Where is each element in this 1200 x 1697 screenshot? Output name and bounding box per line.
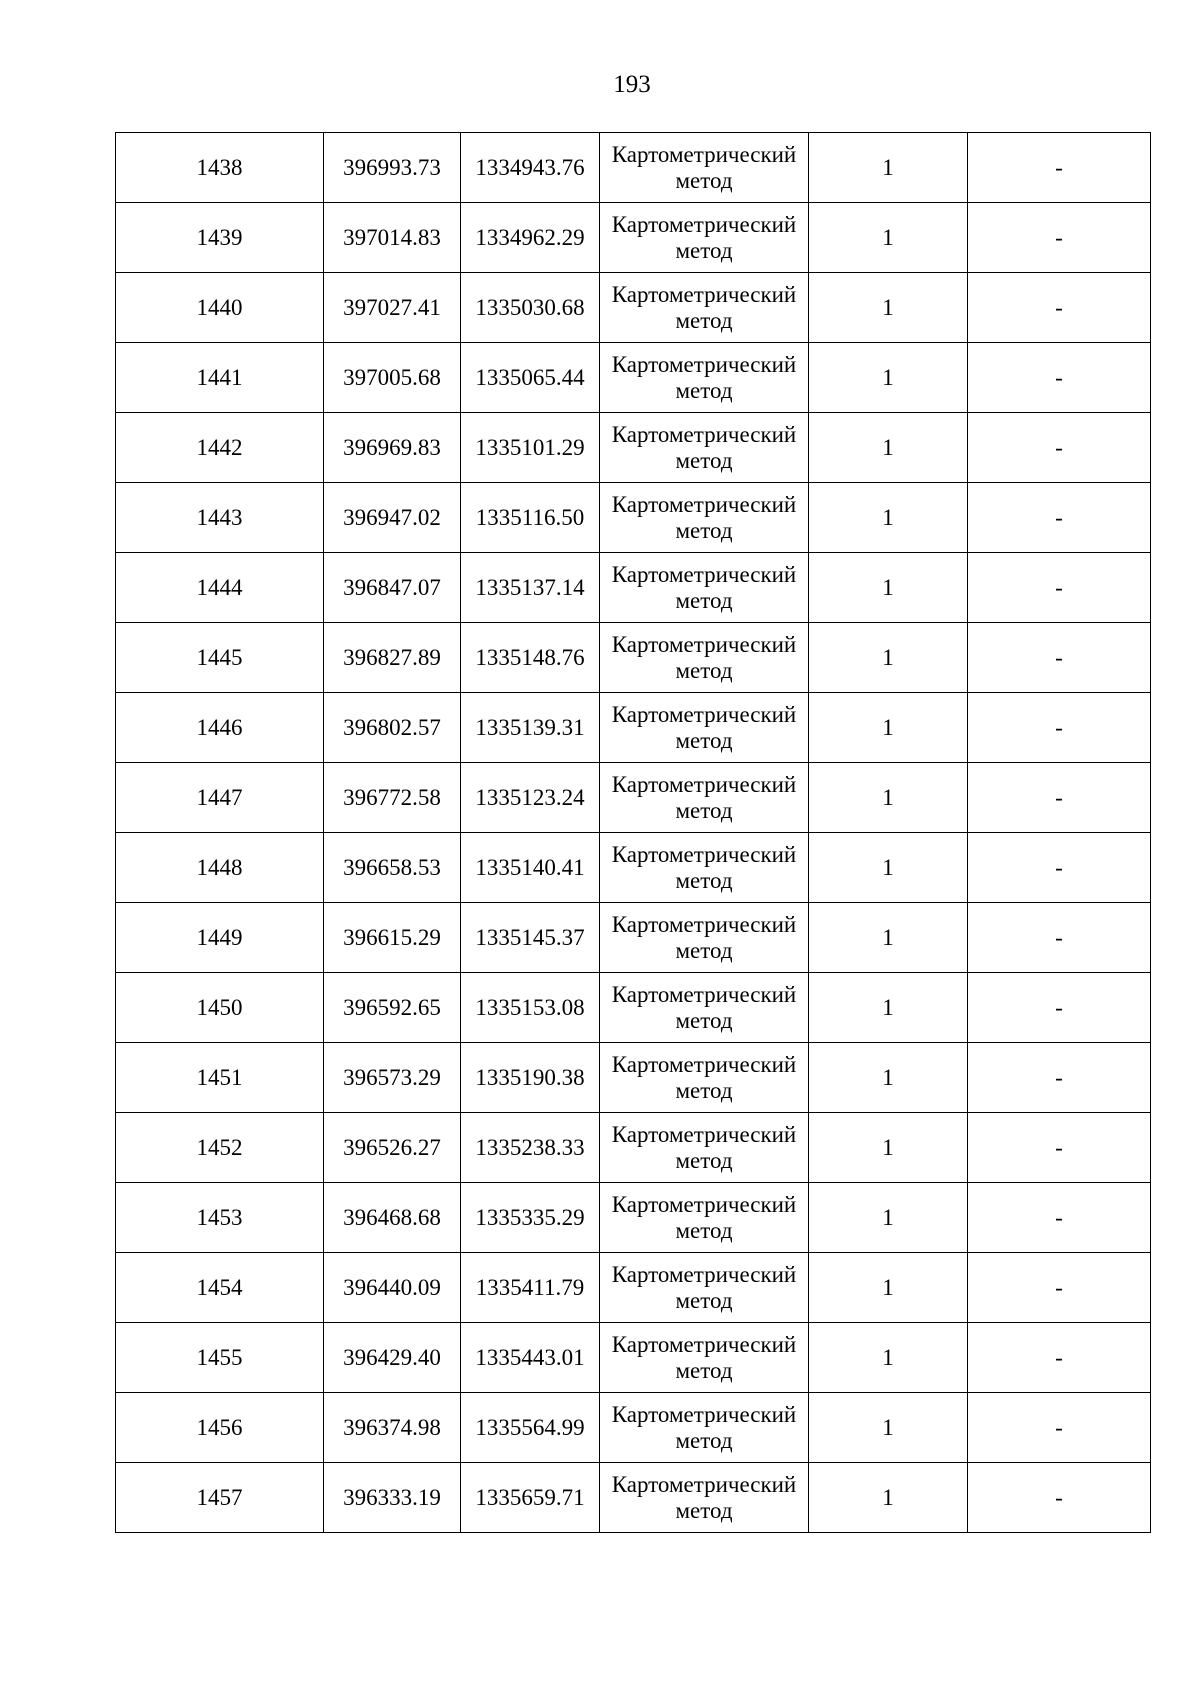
method-cell (600, 763, 809, 833)
method-line-2: метод (675, 1357, 733, 1383)
point-number-cell: 1451 (116, 1043, 324, 1113)
point-number-cell: 1455 (116, 1323, 324, 1393)
x-coordinate-cell: 397005.68 (324, 343, 461, 413)
method-line-2: метод (675, 1217, 733, 1243)
method-line-1: Картометрический (611, 841, 797, 867)
description-cell: - (968, 1323, 1151, 1393)
description-cell: - (968, 1393, 1151, 1463)
method-line-2: метод (675, 1007, 733, 1033)
point-number-cell: 1444 (116, 553, 324, 623)
accuracy-cell: 1 (809, 133, 968, 203)
x-coordinate-cell: 397027.41 (324, 273, 461, 343)
table-row (116, 763, 1151, 833)
table-row (116, 343, 1151, 413)
method-cell (600, 343, 809, 413)
method-line-2: метод (675, 167, 733, 193)
method-line-1: Картометрический (611, 1051, 797, 1077)
accuracy-cell: 1 (809, 763, 968, 833)
point-number-cell: 1454 (116, 1253, 324, 1323)
method-line-1: Картометрический (611, 1261, 797, 1287)
method-cell (600, 553, 809, 623)
method-line-1: Картометрический (611, 981, 797, 1007)
x-coordinate-cell: 396802.57 (324, 693, 461, 763)
method-line-2: метод (675, 1427, 733, 1453)
method-line-2: метод (675, 1287, 733, 1313)
x-coordinate-cell: 396440.09 (324, 1253, 461, 1323)
x-coordinate-cell: 396847.07 (324, 553, 461, 623)
method-line-2: метод (675, 867, 733, 893)
x-coordinate-cell: 396969.83 (324, 413, 461, 483)
description-cell: - (968, 1463, 1151, 1533)
accuracy-cell: 1 (809, 203, 968, 273)
method-cell (600, 1323, 809, 1393)
point-number-cell: 1457 (116, 1463, 324, 1533)
method-line-2: метод (675, 587, 733, 613)
table-row (116, 273, 1151, 343)
accuracy-cell: 1 (809, 693, 968, 763)
y-coordinate-cell: 1335116.50 (461, 483, 600, 553)
table-row (116, 1253, 1151, 1323)
accuracy-cell: 1 (809, 973, 968, 1043)
point-number-cell: 1450 (116, 973, 324, 1043)
accuracy-cell: 1 (809, 1323, 968, 1393)
method-line-1: Картометрический (611, 421, 797, 447)
y-coordinate-cell: 1335659.71 (461, 1463, 600, 1533)
accuracy-cell: 1 (809, 483, 968, 553)
description-cell: - (968, 133, 1151, 203)
method-line-1: Картометрический (611, 1471, 797, 1497)
table-row (116, 903, 1151, 973)
method-line-2: метод (675, 237, 733, 263)
method-line-2: метод (675, 517, 733, 543)
accuracy-cell: 1 (809, 1113, 968, 1183)
method-line-2: метод (675, 797, 733, 823)
method-line-2: метод (675, 657, 733, 683)
y-coordinate-cell: 1335238.33 (461, 1113, 600, 1183)
description-cell: - (968, 413, 1151, 483)
method-line-2: метод (675, 377, 733, 403)
x-coordinate-cell: 396573.29 (324, 1043, 461, 1113)
method-cell (600, 413, 809, 483)
y-coordinate-cell: 1335139.31 (461, 693, 600, 763)
accuracy-cell: 1 (809, 1183, 968, 1253)
y-coordinate-cell: 1335030.68 (461, 273, 600, 343)
table-row (116, 1323, 1151, 1393)
y-coordinate-cell: 1335123.24 (461, 763, 600, 833)
table-row (116, 553, 1151, 623)
method-cell (600, 1253, 809, 1323)
description-cell: - (968, 343, 1151, 413)
y-coordinate-cell: 1335140.41 (461, 833, 600, 903)
point-number-cell: 1449 (116, 903, 324, 973)
point-number-cell: 1453 (116, 1183, 324, 1253)
method-cell (600, 693, 809, 763)
table-row (116, 1043, 1151, 1113)
x-coordinate-cell: 396526.27 (324, 1113, 461, 1183)
y-coordinate-cell: 1335564.99 (461, 1393, 600, 1463)
description-cell: - (968, 1113, 1151, 1183)
description-cell: - (968, 203, 1151, 273)
accuracy-cell: 1 (809, 833, 968, 903)
x-coordinate-cell: 397014.83 (324, 203, 461, 273)
table-row (116, 1113, 1151, 1183)
method-line-2: метод (675, 307, 733, 333)
method-line-1: Картометрический (611, 561, 797, 587)
table-row (116, 623, 1151, 693)
description-cell: - (968, 553, 1151, 623)
method-line-1: Картометрический (611, 351, 797, 377)
table-row (116, 1393, 1151, 1463)
method-line-1: Картометрический (611, 911, 797, 937)
point-number-cell: 1456 (116, 1393, 324, 1463)
accuracy-cell: 1 (809, 1043, 968, 1113)
method-line-1: Картометрический (611, 1121, 797, 1147)
method-cell (600, 1463, 809, 1533)
table-row (116, 973, 1151, 1043)
y-coordinate-cell: 1335153.08 (461, 973, 600, 1043)
table-row (116, 833, 1151, 903)
method-line-2: метод (675, 727, 733, 753)
coordinates-table-body (116, 133, 1151, 1533)
accuracy-cell: 1 (809, 1393, 968, 1463)
x-coordinate-cell: 396374.98 (324, 1393, 461, 1463)
y-coordinate-cell: 1335065.44 (461, 343, 600, 413)
x-coordinate-cell: 396772.58 (324, 763, 461, 833)
table-row (116, 693, 1151, 763)
point-number-cell: 1442 (116, 413, 324, 483)
method-cell (600, 833, 809, 903)
method-line-1: Картометрический (611, 631, 797, 657)
method-line-1: Картометрический (611, 1331, 797, 1357)
accuracy-cell: 1 (809, 553, 968, 623)
method-cell (600, 273, 809, 343)
accuracy-cell: 1 (809, 413, 968, 483)
method-cell (600, 973, 809, 1043)
x-coordinate-cell: 396429.40 (324, 1323, 461, 1393)
x-coordinate-cell: 396658.53 (324, 833, 461, 903)
description-cell: - (968, 763, 1151, 833)
method-line-1: Картометрический (611, 1191, 797, 1217)
y-coordinate-cell: 1335411.79 (461, 1253, 600, 1323)
accuracy-cell: 1 (809, 623, 968, 693)
x-coordinate-cell: 396468.68 (324, 1183, 461, 1253)
page-number: 193 (613, 71, 651, 98)
table-row (116, 483, 1151, 553)
table-row (116, 413, 1151, 483)
description-cell: - (968, 483, 1151, 553)
method-cell (600, 1043, 809, 1113)
table-row (116, 1183, 1151, 1253)
accuracy-cell: 1 (809, 273, 968, 343)
point-number-cell: 1448 (116, 833, 324, 903)
x-coordinate-cell: 396993.73 (324, 133, 461, 203)
method-cell (600, 1393, 809, 1463)
point-number-cell: 1446 (116, 693, 324, 763)
accuracy-cell: 1 (809, 903, 968, 973)
point-number-cell: 1439 (116, 203, 324, 273)
method-cell (600, 903, 809, 973)
coordinates-table (115, 132, 1151, 1533)
method-line-1: Картометрический (611, 141, 797, 167)
y-coordinate-cell: 1334962.29 (461, 203, 600, 273)
point-number-cell: 1440 (116, 273, 324, 343)
y-coordinate-cell: 1335443.01 (461, 1323, 600, 1393)
method-line-1: Картометрический (611, 1401, 797, 1427)
method-line-2: метод (675, 447, 733, 473)
description-cell: - (968, 1183, 1151, 1253)
method-line-1: Картометрический (611, 281, 797, 307)
accuracy-cell: 1 (809, 343, 968, 413)
y-coordinate-cell: 1335335.29 (461, 1183, 600, 1253)
x-coordinate-cell: 396333.19 (324, 1463, 461, 1533)
point-number-cell: 1438 (116, 133, 324, 203)
table-row (116, 1463, 1151, 1533)
method-line-2: метод (675, 1497, 733, 1523)
x-coordinate-cell: 396592.65 (324, 973, 461, 1043)
method-line-1: Картометрический (611, 771, 797, 797)
point-number-cell: 1441 (116, 343, 324, 413)
point-number-cell: 1443 (116, 483, 324, 553)
method-line-2: метод (675, 1077, 733, 1103)
method-cell (600, 133, 809, 203)
accuracy-cell: 1 (809, 1253, 968, 1323)
y-coordinate-cell: 1335190.38 (461, 1043, 600, 1113)
method-cell (600, 203, 809, 273)
description-cell: - (968, 833, 1151, 903)
description-cell: - (968, 973, 1151, 1043)
method-line-2: метод (675, 937, 733, 963)
y-coordinate-cell: 1334943.76 (461, 133, 600, 203)
description-cell: - (968, 1043, 1151, 1113)
method-line-1: Картометрический (611, 491, 797, 517)
y-coordinate-cell: 1335148.76 (461, 623, 600, 693)
method-line-1: Картометрический (611, 701, 797, 727)
description-cell: - (968, 623, 1151, 693)
point-number-cell: 1447 (116, 763, 324, 833)
point-number-cell: 1445 (116, 623, 324, 693)
method-cell (600, 1113, 809, 1183)
description-cell: - (968, 273, 1151, 343)
y-coordinate-cell: 1335145.37 (461, 903, 600, 973)
method-cell (600, 483, 809, 553)
method-cell (600, 1183, 809, 1253)
accuracy-cell: 1 (809, 1463, 968, 1533)
table-row (116, 203, 1151, 273)
description-cell: - (968, 1253, 1151, 1323)
method-cell (600, 623, 809, 693)
description-cell: - (968, 903, 1151, 973)
x-coordinate-cell: 396947.02 (324, 483, 461, 553)
method-line-2: метод (675, 1147, 733, 1173)
y-coordinate-cell: 1335101.29 (461, 413, 600, 483)
description-cell: - (968, 693, 1151, 763)
x-coordinate-cell: 396615.29 (324, 903, 461, 973)
method-line-1: Картометрический (611, 211, 797, 237)
point-number-cell: 1452 (116, 1113, 324, 1183)
y-coordinate-cell: 1335137.14 (461, 553, 600, 623)
x-coordinate-cell: 396827.89 (324, 623, 461, 693)
table-row (116, 133, 1151, 203)
